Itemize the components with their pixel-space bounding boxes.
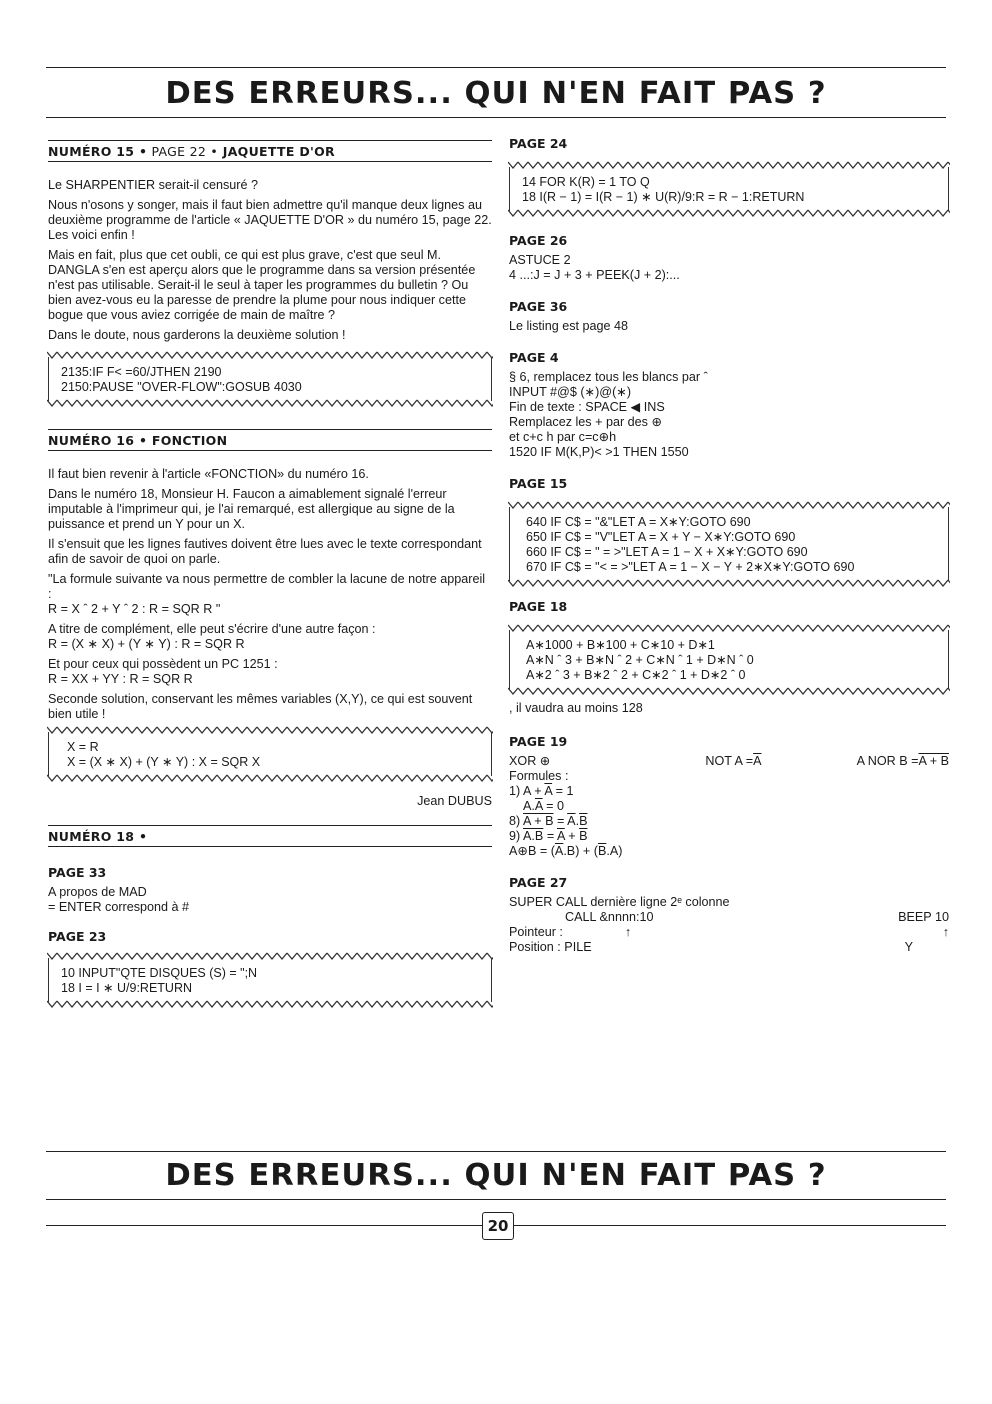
- head-part: PAGE 22 •: [147, 144, 219, 159]
- text: = 1: [552, 784, 574, 798]
- left-column: [48, 140, 492, 1020]
- page-heading: PAGE 24: [509, 136, 568, 151]
- formula-line: [509, 844, 949, 859]
- paragraph: [48, 572, 492, 617]
- text: $\overline{A}$: [554, 844, 564, 858]
- text: 9): [509, 829, 524, 843]
- text: $\overline{B}$: [579, 829, 588, 843]
- code-box: [509, 630, 949, 689]
- page-heading: PAGE 27: [509, 875, 568, 890]
- text: R = X ˆ 2 + Y ˆ 2 : R = SQR R ": [48, 602, 221, 616]
- right-column: [509, 136, 949, 955]
- footer-top-rule: [46, 1151, 946, 1152]
- xor-label: XOR ⊕: [509, 754, 551, 768]
- up-arrow-icon: ↑: [942, 925, 949, 939]
- text: BEEP 10: [898, 910, 949, 924]
- code-line: 640 IF C$ = "&"LET A = X∗Y:GOTO 690: [526, 515, 751, 529]
- text: =: [543, 829, 557, 843]
- code-line: 2135:IF F< =60/JTHEN 2190: [61, 365, 222, 379]
- page-number: 20: [482, 1212, 514, 1240]
- code-line: X = R: [67, 740, 99, 754]
- text-row: [509, 940, 949, 955]
- not-label: [705, 754, 761, 769]
- text-line: § 6, remplacez tous les blancs par ˆ: [509, 370, 708, 384]
- paragraph: Mais en fait, plus que cet oubli, ce qui est plus grave, c'est que seul M. DANGLA s'en est aperçu alors que le programme dans sa version présentée n'est pas utilisable. Serait-il le seul à taper les programmes du bulletin ? Ou bien avez-vous eu la paresse de prendre la plume pour nous indiquer cette bogue que vous aviez corrigée de main de maître ?: [48, 248, 476, 322]
- head-part: JAQUETTE D'OR: [218, 144, 335, 159]
- text: A.: [523, 799, 535, 813]
- author-signature: Jean DUBUS: [417, 794, 492, 808]
- logic-row: [509, 754, 949, 769]
- text: A + B: [523, 814, 554, 828]
- code-line: 18 I = I ∗ U/9:RETURN: [61, 981, 192, 995]
- text: [509, 925, 631, 940]
- text: .B) + (: [563, 844, 598, 858]
- paragraph: Le SHARPENTIER serait-il censuré ?: [48, 178, 258, 192]
- text: $\overline{B}$: [579, 814, 588, 828]
- text: R = XX + YY : R = SQR R: [48, 672, 193, 686]
- text: =: [553, 814, 568, 828]
- page-heading: PAGE 4: [509, 350, 559, 365]
- text: A titre de complément, elle peut s'écrire d'une autre façon :: [48, 622, 376, 636]
- text-line: et c+c h par c=c⊕h: [509, 430, 617, 444]
- title-under-rule: [46, 117, 946, 118]
- top-rule: [46, 67, 946, 68]
- page-title: DES ERREURS... QUI N'EN FAIT PAS ?: [165, 76, 827, 111]
- text-line: 4 ...:J = J + 3 + PEEK(J + 2):...: [509, 268, 680, 282]
- page-heading: PAGE 33: [48, 865, 107, 880]
- text: Y: [904, 940, 913, 954]
- code-line: 10 INPUT"QTE DISQUES (S) = ";N: [61, 966, 258, 980]
- code-box: [509, 507, 949, 581]
- text: $\overline{A}$: [544, 784, 553, 798]
- page-heading: PAGE 18: [509, 599, 568, 614]
- code-line: A∗N ˆ 3 + B∗N ˆ 2 + C∗N ˆ 1 + D∗N ˆ 0: [526, 653, 754, 667]
- section-head-numero-16: NUMÉRO 16 • FONCTION: [48, 429, 492, 451]
- text-line: A propos de MAD: [48, 885, 147, 899]
- up-arrow-icon: ↑: [624, 925, 632, 939]
- paragraph: Dans le numéro 18, Monsieur H. Faucon a aimablement signalé l'erreur imputable à l'imprimeur qui, je l'ai remarqué, est allergique au signe de la puissance et prend un Y pour un X.: [48, 487, 455, 531]
- code-line: 18 I(R − 1) = I(R − 1) ∗ U(R)/9:R = R − 1:RETURN: [522, 190, 805, 204]
- text: Et pour ceux qui possèdent un PC 1251 :: [48, 657, 278, 671]
- text-row: [509, 925, 949, 940]
- page-heading: PAGE 15: [509, 476, 568, 491]
- text: $\overline{A}$: [567, 814, 576, 828]
- text: +: [564, 829, 580, 843]
- paragraph: Nous n'osons y songer, mais il faut bien admettre qu'il manque deux lignes au deuxième programme de l'article « JAQUETTE D'OR » du numéro 15, page 22. Les voici enfin !: [48, 198, 492, 242]
- code-line: A∗1000 + B∗100 + C∗10 + D∗1: [526, 638, 715, 652]
- text-line: Remplacez les + par des ⊕: [509, 415, 663, 429]
- code-box: [48, 357, 492, 401]
- text: A⊕B = (: [509, 844, 555, 858]
- text-line: Le listing est page 48: [509, 319, 629, 333]
- text-line: , il vaudra au moins 128: [509, 701, 643, 715]
- text: $\overline{A}$: [753, 754, 762, 768]
- text: Position : PILE: [509, 940, 592, 954]
- page-heading: PAGE 23: [48, 929, 107, 944]
- text: $\overline{B}$: [597, 844, 607, 858]
- paragraph: Dans le doute, nous garderons la deuxième solution !: [48, 328, 346, 342]
- section-head-numero-15: [48, 140, 492, 162]
- paragraph: Seconde solution, conservant les mêmes variables (X,Y), ce qui est souvent bien utile !: [48, 692, 473, 721]
- code-line: X = (X ∗ X) + (Y ∗ Y) : X = SQR X: [67, 755, 261, 769]
- code-line: 2150:PAUSE "OVER-FLOW":GOSUB 4030: [61, 380, 302, 394]
- text-line: SUPER CALL dernière ligne 2ᵉ colonne: [509, 895, 730, 909]
- code-line: A∗2 ˆ 3 + B∗2 ˆ 2 + C∗2 ˆ 1 + D∗2 ˆ 0: [526, 668, 746, 682]
- code-line: 670 IF C$ = "< = >"LET A = 1 − X − Y + 2∗X∗Y:GOTO 690: [526, 560, 855, 574]
- text: "La formule suivante va nous permettre de combler la lacune de notre appareil :: [48, 572, 486, 601]
- code-line: 660 IF C$ = " = >"LET A = 1 − X + X∗Y:GOTO 690: [526, 545, 808, 559]
- text: .: [575, 814, 580, 828]
- text: 8): [509, 814, 524, 828]
- nor-label: [857, 754, 949, 769]
- formula-line: [509, 784, 949, 799]
- text: $\overline{A}$: [534, 799, 543, 813]
- text: A.B: [523, 829, 544, 843]
- code-box: [509, 167, 949, 211]
- head-part: NUMÉRO 15 •: [48, 144, 148, 159]
- text: 1) A +: [509, 784, 545, 798]
- formula-line: [509, 814, 949, 829]
- footer-under-rule: [46, 1199, 946, 1200]
- text: $\overline{A}$: [557, 829, 565, 843]
- text-line: = ENTER correspond à #: [48, 900, 190, 914]
- paragraph: Il s'ensuit que les lignes fautives doivent être lues avec le texte correspondant afin de savoir de quoi on parle.: [48, 537, 482, 566]
- paragraph: [48, 622, 492, 652]
- text-line: INPUT #@$ (∗)@(∗): [509, 385, 632, 399]
- page-heading: PAGE 36: [509, 299, 568, 314]
- text: A NOR B =: [856, 754, 919, 768]
- text-line: Fin de texte : SPACE ◀ INS: [509, 400, 665, 414]
- text-line: 1520 IF M(K,P)< >1 THEN 1550: [509, 445, 689, 459]
- text: A + B: [918, 754, 949, 768]
- formula-line: [509, 829, 949, 844]
- text-row: [509, 910, 949, 925]
- footer-title: DES ERREURS... QUI N'EN FAIT PAS ?: [165, 1158, 827, 1193]
- text-line: Formules :: [509, 769, 569, 783]
- code-line: 14 FOR K(R) = 1 TO Q: [522, 175, 650, 189]
- page-heading: PAGE 26: [509, 233, 568, 248]
- text: NOT A =: [705, 754, 754, 768]
- text-line: ASTUCE 2: [509, 253, 571, 267]
- paragraph: [48, 657, 492, 687]
- section-head-numero-18: NUMÉRO 18 •: [48, 825, 492, 847]
- formula-line: [509, 799, 949, 814]
- code-box: [48, 958, 492, 1002]
- text: .A): [606, 844, 623, 858]
- paragraph: Il faut bien revenir à l'article «FONCTION» du numéro 16.: [48, 467, 369, 481]
- code-box: [48, 732, 492, 776]
- text: CALL &nnnn:10: [565, 910, 654, 924]
- text: = 0: [542, 799, 564, 813]
- text: R = (X ∗ X) + (Y ∗ Y) : R = SQR R: [48, 637, 245, 651]
- code-line: 650 IF C$ = "V"LET A = X + Y − X∗Y:GOTO 690: [526, 530, 796, 544]
- page-heading: PAGE 19: [509, 734, 568, 749]
- text: Pointeur :: [509, 925, 563, 939]
